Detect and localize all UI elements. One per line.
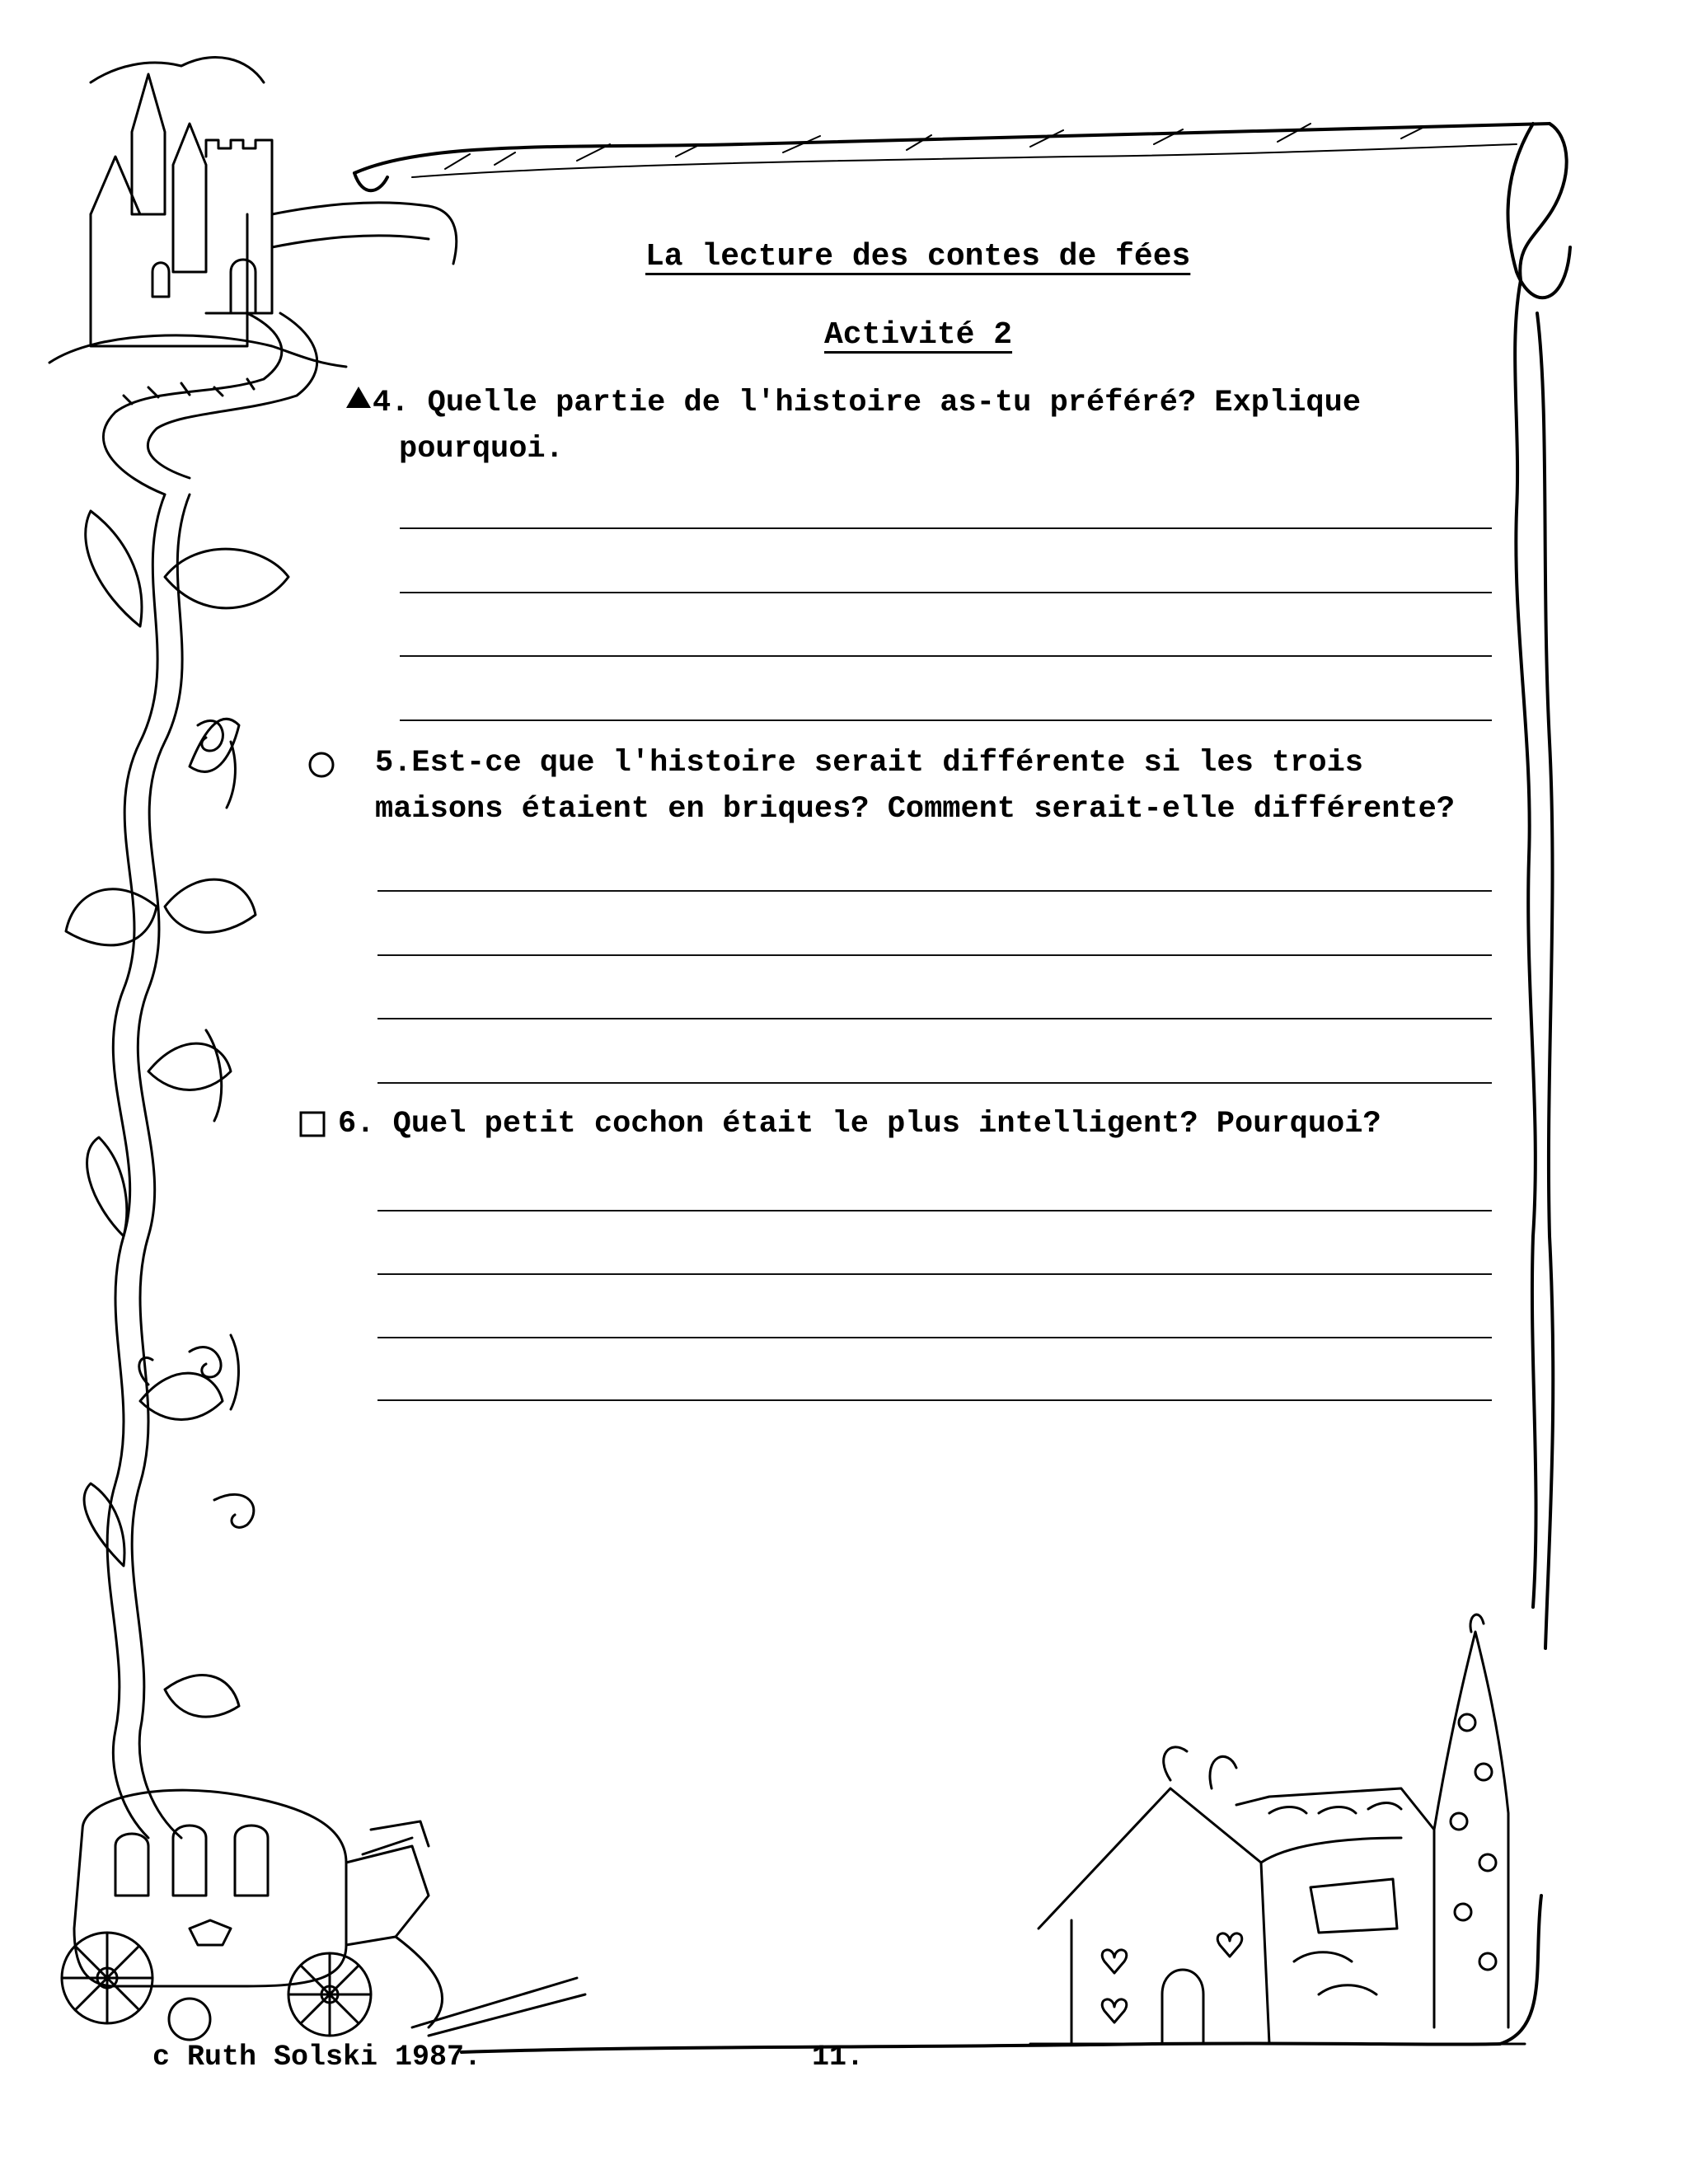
answer-line[interactable]: [377, 1082, 1492, 1084]
scroll-top-texture: [412, 124, 1517, 177]
copyright-text: c Ruth Solski 1987.: [152, 2041, 482, 2074]
answer-line[interactable]: [377, 954, 1492, 956]
answer-line[interactable]: [400, 655, 1492, 657]
answer-line[interactable]: [400, 719, 1492, 721]
question-4-text-line2: pourquoi.: [399, 431, 564, 466]
answer-line[interactable]: [377, 1018, 1492, 1019]
square-icon: [298, 1108, 326, 1154]
activity-subtitle: Activité 2: [824, 317, 1013, 353]
question-5: [375, 740, 1455, 832]
circle-icon: [307, 748, 335, 794]
answer-line[interactable]: [377, 890, 1492, 892]
worksheet-title: La lecture des contes de fées: [645, 239, 1191, 274]
answer-line[interactable]: [377, 1337, 1492, 1338]
question-5-text-line1: Est-ce que l'histoire serait différente si les trois: [411, 746, 1364, 780]
page-number: 11.: [812, 2041, 865, 2074]
answer-line[interactable]: [377, 1273, 1492, 1275]
question-6-text: Quel petit cochon était le plus intelligent? Pourquoi?: [392, 1107, 1381, 1141]
question-4-number: 4.: [373, 385, 410, 420]
question-5-number: 5.: [375, 746, 412, 780]
winding-road: [103, 313, 316, 494]
answer-line[interactable]: [400, 592, 1492, 593]
answer-line[interactable]: [377, 1399, 1492, 1401]
castle-drawing: [49, 58, 457, 367]
beanstalk-drawing: [66, 494, 288, 1838]
question-5-text-line2: maisons étaient en briques? Comment serait-elle différente?: [375, 792, 1456, 827]
question-6: [338, 1101, 1381, 1147]
question-4-text-line1: Quelle partie de l'histoire as-tu préféré? Explique: [427, 385, 1362, 420]
answer-line[interactable]: [400, 527, 1492, 529]
question-6-number: 6.: [338, 1107, 375, 1141]
triangle-icon: [345, 379, 373, 425]
question-4: [345, 379, 1361, 472]
answer-line[interactable]: [377, 1210, 1492, 1212]
gingerbread-house-drawing: [1030, 1615, 1525, 2044]
